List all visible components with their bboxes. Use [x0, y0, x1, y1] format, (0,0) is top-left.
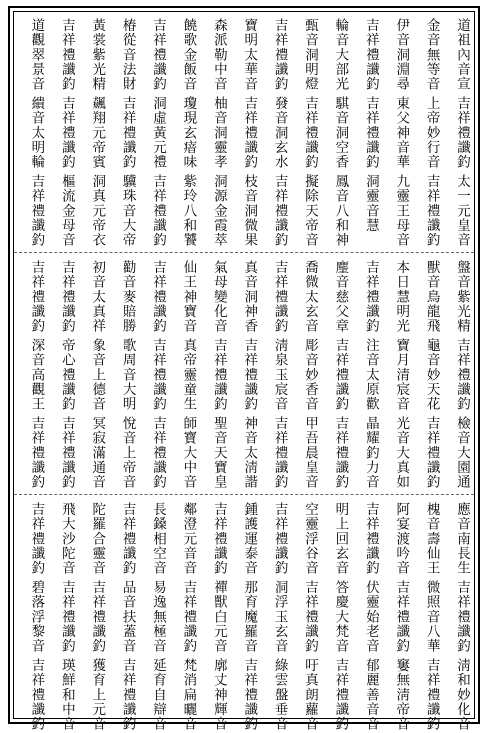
- verse-phrase: 吉祥禮讖釣: [150, 18, 166, 92]
- verse-phrase: 延育自辯音: [150, 658, 166, 732]
- verse-phrase: 冥寂滿通音: [89, 416, 106, 490]
- verse-phrase: 道祖內音宣: [454, 18, 470, 92]
- verse-phrase: 鍾護運泰音: [241, 502, 258, 576]
- verse-phrase: 吉祥禮讖釣: [89, 580, 106, 654]
- verse-phrase: 答慶大梵音: [332, 580, 349, 654]
- verse-phrase: 森派勒中音: [210, 18, 227, 92]
- verse-phrase: 師寶大中音: [180, 416, 197, 490]
- verse-phrase: 吉祥禮讖釣: [58, 580, 75, 654]
- verse-phrase: 甲吾晨皇音: [302, 416, 318, 490]
- verse-phrase: 吉祥禮讖釣: [119, 658, 136, 732]
- verse-phrase: 陀羅合靈音: [89, 502, 106, 576]
- verse-phrase: 九靈王母音: [393, 174, 410, 248]
- verse-phrase: 吉祥禮讖釣: [362, 502, 379, 576]
- verse-phrase: 吉祥禮讖釣: [28, 658, 45, 732]
- verse-phrase: 洞靈音慧: [362, 174, 379, 233]
- verse-phrase: 繢音太明輪: [28, 96, 45, 170]
- verse-phrase: 吉祥禮讖釣: [58, 416, 75, 490]
- verse-phrase: 梵消扁曬音: [180, 658, 197, 732]
- verse-phrase: 禪獸白元音: [210, 580, 227, 654]
- verse-phrase: 金音無等音: [423, 18, 440, 92]
- verse-phrase: 吉祥禮讖釣: [28, 174, 45, 248]
- verse-phrase: 黃裳紫光精: [89, 18, 106, 92]
- verse-phrase: 洞虛黃元禮: [150, 96, 166, 170]
- verse-phrase: 吉祥禮讖釣: [271, 502, 288, 576]
- section-divider: [14, 494, 474, 495]
- verse-phrase: 獲育上元音: [89, 658, 106, 732]
- verse-phrase: 真音洞神香: [241, 260, 258, 334]
- verse-phrase: 吉祥禮讖釣: [28, 416, 45, 490]
- verse-phrase: 瓊現玄瘖味: [180, 96, 197, 170]
- verse-phrase: 吉祥禮讖釣: [58, 18, 75, 92]
- verse-phrase: 吉祥禮讖釣: [332, 338, 349, 412]
- verse-phrase: 吉祥禮讖釣: [454, 338, 470, 412]
- verse-phrase: 氣母變化音: [210, 260, 227, 334]
- verse-phrase: 上帝妙行音: [423, 96, 440, 170]
- verse-phrase: 綠雲盤垂音: [271, 658, 288, 732]
- verse-phrase: 發音洞玄水: [271, 96, 288, 170]
- verse-phrase: 吉祥禮讖釣: [271, 174, 288, 248]
- verse-phrase: 洞浮玉玄音: [271, 580, 288, 654]
- verse-phrase: 吉祥禮讖釣: [362, 96, 379, 170]
- verse-phrase: 象音上德音: [89, 338, 106, 412]
- verse-phrase: 紫玲八和饕: [180, 174, 197, 248]
- verse-phrase: 歌周音大明: [119, 338, 136, 412]
- verse-phrase: 麈音慈父章: [332, 260, 349, 334]
- verse-phrase: 飛大沙陀音: [58, 502, 75, 576]
- page-inner-frame: [13, 11, 475, 732]
- verse-phrase: 吉祥禮讖釣: [150, 174, 166, 248]
- verse-phrase: 太一元皇音: [454, 174, 470, 248]
- verse-phrase: 吉祥禮讖釣: [423, 416, 440, 490]
- verse-phrase: 品音扶蓋音: [119, 580, 136, 654]
- verse-phrase: 饒歌金飯音: [180, 18, 197, 92]
- verse-phrase: 吉祥禮讖釣: [271, 260, 288, 334]
- verse-phrase: 吉祥禮讖釣: [454, 580, 470, 654]
- verse-phrase: 樞流金母音: [58, 174, 75, 248]
- verse-phrase: 仙王神寶音: [180, 260, 197, 334]
- verse-phrase: 洞真元帝衣: [89, 174, 106, 248]
- text-block-top: [14, 18, 474, 248]
- section-divider: [14, 252, 474, 253]
- verse-phrase: 吉祥禮讖釣: [210, 502, 227, 576]
- verse-phrase: 淸泉玉宸音: [271, 338, 288, 412]
- text-block-bottom: [14, 502, 474, 732]
- verse-phrase: 那育魔羅音: [241, 580, 258, 654]
- verse-phrase: 吉祥禮讖釣: [241, 338, 258, 412]
- verse-phrase: 吉祥禮讖釣: [241, 96, 258, 170]
- verse-phrase: 悅音上帝音: [119, 416, 136, 490]
- verse-phrase: 真帝靈童生: [180, 338, 197, 412]
- verse-phrase: 飆翔元帝賓: [89, 96, 106, 170]
- verse-phrase: 吉祥禮讖釣: [332, 658, 349, 732]
- verse-phrase: 吉祥禮讖釣: [58, 96, 75, 170]
- verse-phrase: 甄音洞明燈: [302, 18, 318, 92]
- verse-phrase: 注音太原歡: [362, 338, 379, 412]
- verse-phrase: 郁麗善音音: [362, 658, 379, 732]
- verse-phrase: 寶明太華音: [241, 18, 258, 92]
- verse-phrase: 神音太淸諧: [241, 416, 258, 490]
- verse-phrase: 吉祥禮讖釣: [271, 416, 288, 490]
- verse-phrase: 騏音洞空香: [332, 96, 349, 170]
- verse-phrase: 廓丈神輝音: [210, 658, 227, 732]
- verse-phrase: 柚音洞靈孝: [210, 96, 227, 170]
- verse-phrase: 窶無淸帝音: [393, 658, 410, 732]
- verse-phrase: 吉祥禮讖釣: [210, 338, 227, 412]
- verse-phrase: 初音太真祥: [89, 260, 106, 334]
- verse-phrase: 吉祥禮讖釣: [119, 502, 136, 576]
- verse-phrase: 吉祥禮讖釣: [241, 658, 258, 732]
- verse-phrase: 帝心禮讖釣: [58, 338, 75, 412]
- verse-phrase: 碧落浮黎音: [28, 580, 45, 654]
- verse-phrase: 彫音妙香音: [302, 338, 318, 412]
- verse-phrase: 吉祥禮讖釣: [58, 260, 75, 334]
- verse-phrase: 吉祥禮讖釣: [150, 338, 166, 412]
- verse-phrase: 深音高觀王: [28, 338, 45, 412]
- verse-phrase: 吉祥禮讖釣: [28, 260, 45, 334]
- verse-phrase: 龜音妙天花: [423, 338, 440, 412]
- verse-phrase: 獸音鳥龍飛: [423, 260, 440, 334]
- scripture-page: [8, 6, 480, 732]
- verse-phrase: 本日慧明光: [393, 260, 410, 334]
- verse-phrase: 吉祥禮讖釣: [302, 580, 318, 654]
- verse-phrase: 東父神音華: [393, 96, 410, 170]
- verse-phrase: 鳳音八和神: [332, 174, 349, 248]
- verse-phrase: 吉祥禮讖釣: [332, 416, 349, 490]
- verse-phrase: 淸和妙化音: [454, 658, 470, 732]
- verse-phrase: 應音南長生: [454, 502, 470, 576]
- verse-phrase: 吉祥禮讖釣: [28, 502, 45, 576]
- verse-phrase: 吉祥禮讖釣: [271, 18, 288, 92]
- verse-phrase: 伏靈始老音: [362, 580, 379, 654]
- verse-phrase: 明上回玄音: [332, 502, 349, 576]
- verse-phrase: 吉祥禮讖釣: [393, 580, 410, 654]
- verse-phrase: 道觀翠景音: [28, 18, 45, 92]
- verse-phrase: 輪音大部光: [332, 18, 349, 92]
- verse-phrase: 寶月清宸音: [393, 338, 410, 412]
- verse-phrase: 吉祥禮讖釣: [423, 658, 440, 732]
- verse-phrase: 喬微太玄音: [302, 260, 318, 334]
- verse-phrase: 吉祥禮讖釣: [119, 96, 136, 170]
- verse-phrase: 長鎟相空音: [150, 502, 166, 576]
- verse-phrase: 吉祥禮讖釣: [362, 18, 379, 92]
- verse-phrase: 驥珠音大帝: [119, 174, 136, 248]
- verse-phrase: 空靈浮谷音: [302, 502, 318, 576]
- verse-phrase: 吉祥禮讖釣: [150, 260, 166, 334]
- verse-phrase: 洞源金霞萃: [210, 174, 227, 248]
- verse-phrase: 阿宴渡吟音: [393, 502, 410, 576]
- verse-phrase: 擬除天帝音: [302, 174, 318, 248]
- verse-phrase: 吉祥禮讖釣: [150, 416, 166, 490]
- verse-phrase: 聖音天寶皇: [210, 416, 227, 490]
- verse-phrase: 吉祥禮讖釣: [423, 174, 440, 248]
- verse-phrase: 易逸無極音: [150, 580, 166, 654]
- verse-phrase: 吉祥禮讖釣: [180, 580, 197, 654]
- verse-phrase: 吉祥禮讖釣: [362, 260, 379, 334]
- verse-phrase: 瑛鮮和中音: [58, 658, 75, 732]
- verse-phrase: 椿從音法財: [119, 18, 136, 92]
- verse-phrase: 微照音八華: [423, 580, 440, 654]
- text-block-middle: [14, 260, 474, 490]
- verse-phrase: 枝音洞微果: [241, 174, 258, 248]
- verse-phrase: 檢音大園通: [454, 416, 470, 490]
- verse-phrase: 槐音壽仙王: [423, 502, 440, 576]
- verse-phrase: 盤音紫光精: [454, 260, 470, 334]
- verse-phrase: 吉祥禮讖釣: [454, 96, 470, 170]
- verse-phrase: 鄰澄元音音: [180, 502, 197, 576]
- verse-phrase: 光音大真如: [393, 416, 410, 490]
- verse-phrase: 伊音洞淵尋: [393, 18, 410, 92]
- verse-phrase: 吉祥禮讖釣: [302, 96, 318, 170]
- verse-phrase: 吁真朗蘿音: [302, 658, 318, 732]
- verse-phrase: 勸音麥賠勝: [119, 260, 136, 334]
- verse-phrase: 晶耀釣力音: [362, 416, 379, 490]
